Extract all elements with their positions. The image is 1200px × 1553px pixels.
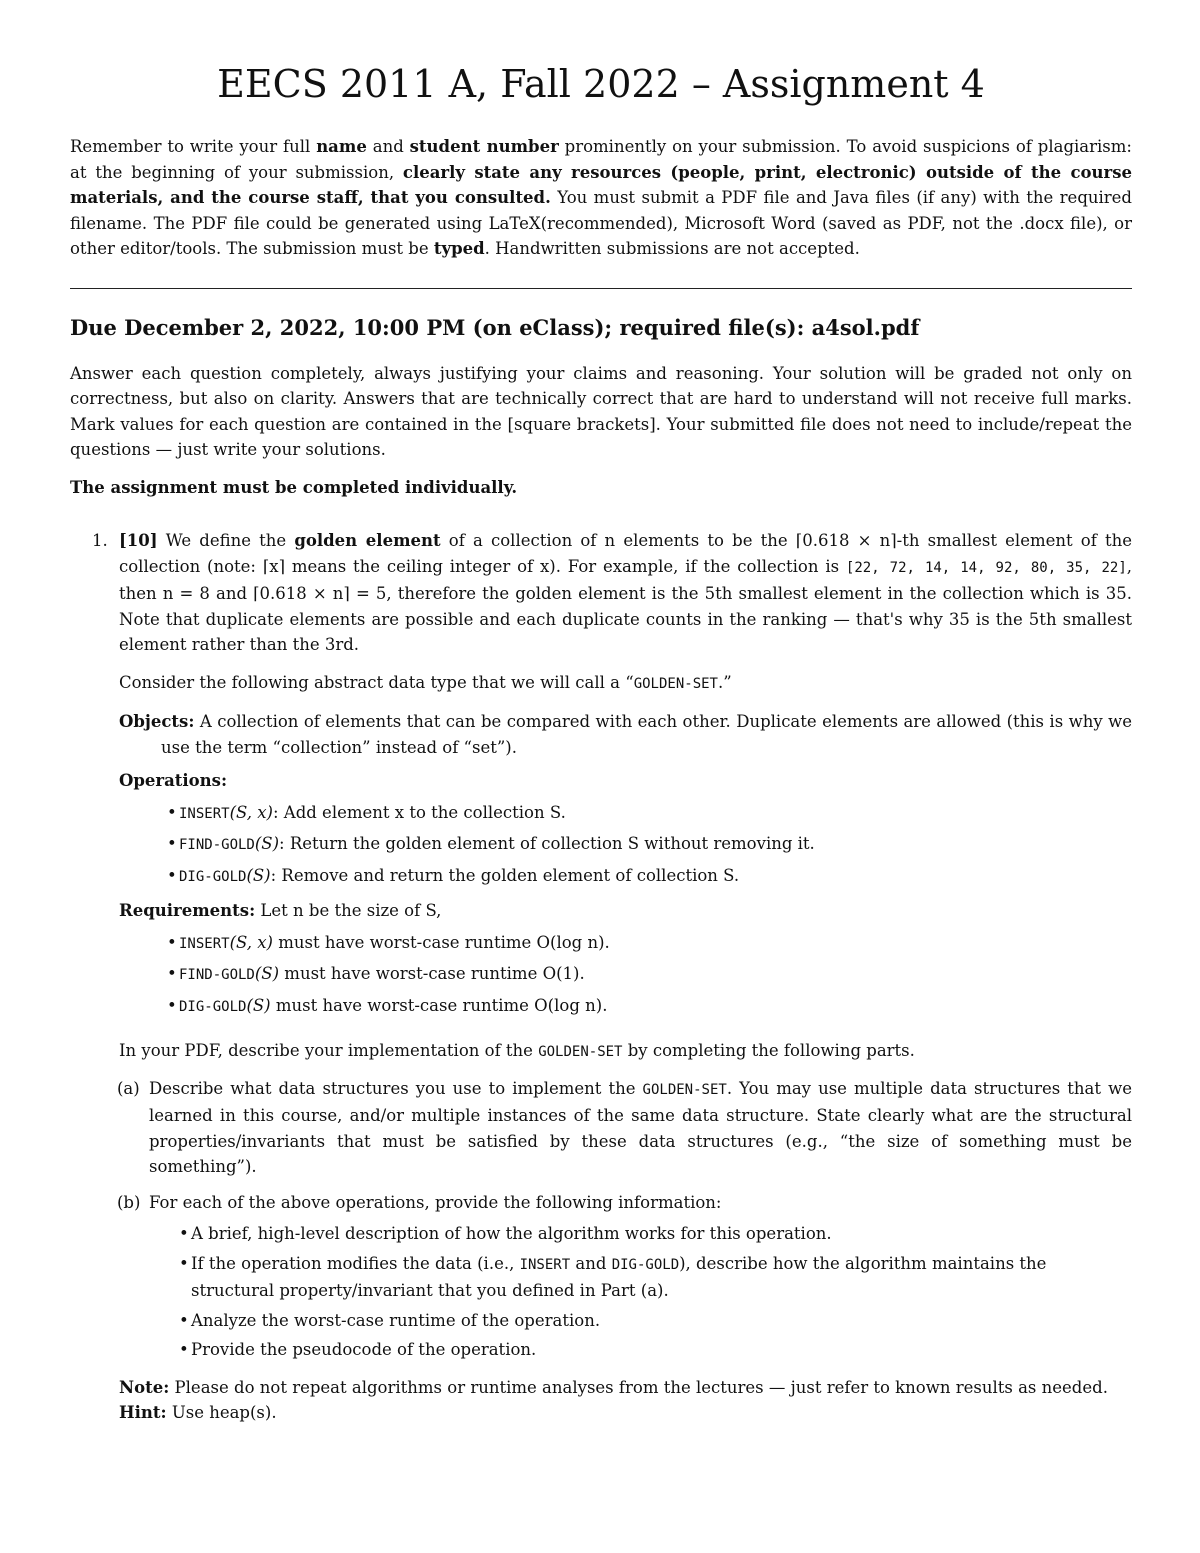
instructions-paragraph: Answer each question completely, always justifying your claims and reasoning. Your solution will be graded not only on correctness, but also on clarity. Answers that are technically correct that are hard to understand will not receive full marks. Mark values for each question are contained in the [square brackets]. Your submitted file does not need to include/repeat the questions — just write your solutions. xyxy=(70,363,1132,459)
intro-text: You must submit a PDF file and Java files (if any) with the required filename. The PDF file could be generated using LaTeX(recommended), Microsoft Word (saved as PDF, not the .docx file), or other editor/tools. The submission must be xyxy=(70,188,1132,258)
individual-notice-text: The assignment must be completed individually. xyxy=(70,477,518,497)
requirement-desc: must have worst-case runtime O(log n). xyxy=(272,932,610,952)
question-number: 1. xyxy=(92,531,108,550)
requirements-list xyxy=(119,930,1132,1021)
individual-notice xyxy=(70,475,1132,501)
operations-list xyxy=(119,800,1132,891)
objects-label: Objects: xyxy=(119,712,195,731)
list-item xyxy=(179,831,1132,859)
operations-definition xyxy=(119,768,1132,890)
part-b xyxy=(119,1190,1132,1363)
requirement-code: FIND-GOLD xyxy=(179,967,255,983)
adt-intro-text: Consider the following abstract data type that we will call a “ xyxy=(119,672,634,692)
page-title: EECS 2011 A, Fall 2022 – Assignment 4 xyxy=(217,62,985,106)
implementation-code: GOLDEN-SET xyxy=(538,1044,623,1060)
requirement-args: (S) xyxy=(246,995,271,1015)
requirement-args: (S, x) xyxy=(229,932,273,952)
note-line xyxy=(119,1375,1132,1401)
requirements-text: Let n be the size of S, xyxy=(255,901,442,920)
adt-intro-text: .” xyxy=(718,672,732,692)
intro-bold-name: name xyxy=(316,137,367,156)
requirement-code: DIG-GOLD xyxy=(179,998,247,1015)
bullet-code: DIG-GOLD xyxy=(611,1256,680,1273)
definition-text: , then n = 8 and ⌈0.618 × n⌉ = 5, therefore the golden element is the 5th smallest element in the collection which is 35. Note that duplicate elements are possible and each duplicate counts in the ranking — that's why 35 is the 5th smallest element rather than the 3rd. xyxy=(119,556,1132,654)
intro-bold-student-number: student number xyxy=(409,137,559,156)
list-item xyxy=(179,863,1132,891)
operation-args: (S) xyxy=(246,865,271,885)
hint-label: Hint: xyxy=(119,1403,167,1422)
operation-args: (S) xyxy=(254,834,280,853)
list-item: • A brief, high-level description of how the algorithm works for this operation. xyxy=(191,1221,1132,1247)
operations-label: Operations: xyxy=(119,771,228,790)
part-a-text-segment: Describe what data structures you use to implement the xyxy=(149,1078,643,1098)
adt-intro xyxy=(119,670,1132,698)
implementation-text: In your PDF, describe your implementation of the xyxy=(119,1041,539,1060)
implementation-intro xyxy=(119,1038,1132,1066)
note-text: Please do not repeat algorithms or runtime analyses from the lectures — just refer to known results as needed. xyxy=(169,1377,1108,1397)
operation-desc: : Remove and return the golden element of collection S. xyxy=(270,865,740,885)
bullet-text: ), describe how the algorithm maintains the structural property/invariant that you defined in Part (a). xyxy=(191,1253,1047,1300)
operation-code: INSERT xyxy=(179,805,230,822)
question-1-definition xyxy=(119,528,1132,658)
golden-element-term: golden element xyxy=(294,531,441,550)
question-1 xyxy=(70,528,1132,1426)
document-page xyxy=(70,60,1132,1426)
hint-line xyxy=(119,1400,1132,1426)
operation-code: FIND-GOLD xyxy=(179,837,255,853)
bullet-code: INSERT xyxy=(519,1256,571,1273)
part-a-code: GOLDEN-SET xyxy=(642,1081,727,1098)
hint-text: Use heap(s). xyxy=(166,1403,277,1422)
operation-code: DIG-GOLD xyxy=(179,868,247,885)
requirement-args: (S) xyxy=(254,964,280,983)
note-label: Note: xyxy=(119,1377,170,1397)
requirement-code: INSERT xyxy=(179,935,230,952)
adt-name: GOLDEN-SET xyxy=(633,675,718,692)
list-item xyxy=(179,993,1132,1021)
part-a-text xyxy=(149,1076,1132,1180)
intro-text: and xyxy=(366,137,410,156)
list-item: • Analyze the worst-case runtime of the operation. xyxy=(191,1308,1132,1334)
intro-bold-resources: clearly state any resources (people, print, electronic) outside of the course materials, and the course staff, that you consulted. xyxy=(70,162,1132,207)
part-a-label: (a) xyxy=(117,1078,140,1098)
list-item xyxy=(191,1251,1132,1304)
intro-text: prominently on your submission. To avoid suspicions of plagiarism: at the beginning of your submission, xyxy=(70,137,1132,182)
list-item xyxy=(179,930,1132,958)
intro-paragraph xyxy=(70,134,1132,262)
definition-text: We define the xyxy=(157,531,295,550)
bullet-text: and xyxy=(570,1253,612,1273)
part-a xyxy=(119,1076,1132,1180)
requirement-desc: must have worst-case runtime O(1). xyxy=(279,964,585,983)
operation-desc: : Add element x to the collection S. xyxy=(272,802,566,822)
question-marks: [10] xyxy=(119,531,158,550)
part-b-text: For each of the above operations, provide the following information: xyxy=(149,1192,722,1212)
intro-text: Remember to write your full xyxy=(70,137,317,156)
objects-definition xyxy=(119,709,1132,760)
list-item: • Provide the pseudocode of the operation. xyxy=(191,1337,1132,1363)
objects-text: A collection of elements that can be compared with each other. Duplicate elements are allowed (this is why we use the term “collection” instead of “set”). xyxy=(161,712,1132,757)
due-date-heading: Due December 2, 2022, 10:00 PM (on eClass); required file(s): a4sol.pdf xyxy=(70,314,920,340)
definition-text: of a collection of n elements to be the ⌈0.618 × n⌉-th smallest element of the collection (note: ⌈x⌉ means the ceiling integer of x). For example, if the collection is xyxy=(119,531,1132,576)
part-b-list xyxy=(149,1221,1132,1363)
implementation-text: by completing the following parts. xyxy=(622,1041,915,1060)
operations-heading xyxy=(119,768,1132,794)
intro-bold-typed: typed xyxy=(433,239,485,258)
intro-text: . Handwritten submissions are not accepted. xyxy=(484,239,860,258)
requirements-paragraph xyxy=(119,898,1132,924)
list-item xyxy=(179,800,1132,828)
example-collection: [22, 72, 14, 14, 92, 80, 35, 22] xyxy=(845,559,1127,576)
section-divider xyxy=(70,288,1132,289)
list-item xyxy=(179,961,1132,989)
part-a-text-segment: . You may use multiple data structures that we learned in this course, and/or multiple instances of the same data structure. State clearly what are the structural properties/invariants that must be satisfied by these data structures (e.g., “the size of something must be something”). xyxy=(149,1078,1132,1176)
bullet-text: If the operation modifies the data (i.e., xyxy=(191,1253,520,1273)
requirements-label: Requirements: xyxy=(119,901,256,920)
part-b-label: (b) xyxy=(117,1192,141,1212)
requirement-desc: must have worst-case runtime O(log n). xyxy=(270,995,608,1015)
objects-paragraph xyxy=(119,709,1132,760)
operation-desc: : Return the golden element of collection S without removing it. xyxy=(279,834,815,853)
operation-args: (S, x) xyxy=(229,802,273,822)
requirements-definition xyxy=(119,898,1132,1020)
